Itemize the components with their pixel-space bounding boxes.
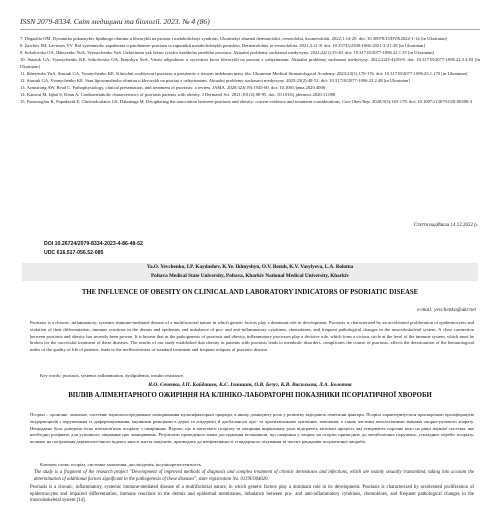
reference-item: 9. Sokolovska OA, Ikheyenko YuA, Vynnychenko YuS. Ozhyrinnia yak faktor ryzyku tiazhkoho perebihu psoriazu. Aktualni problemy suchasnoi medytsyny. 2022;22(1):35-40. doi: 10.31718/2077-1096.22.1.35 [in Ukrainian] <box>20 50 435 55</box>
study-note: The study is a fragment of the research project "Development of improved methods of diagnosis and complex treatment of chronic dermatoses and infections, which are mainly sexually transmitted, taking into account the determination of additional factors significant in the pathogenesis of these diseases", state registration No. 0119U004020. <box>34 470 474 482</box>
abstract-ua: Псоріаз – хронічне, запальне, системне імуноопосередковане захворювання мультифакторної природи, в якому домінуючу роль у розвитку відіграють генетичні фактори. Псоріаз характеризується прискореною проліферацією епідермоцитів і порушенням їх диференціювання, імунними реакціями в дермі та епідермісі й дисбалансом про- та протизапальних цитокінів, хемокінів, а також частими патологічними змінами опорно-рухового апарату. Нещодавно була доведена тісна взаємозв'язок псоріазу з ожирінням. Відомо, що в патогенезі псоріазу та ожиріння вирішальну роль відіграють запальні процеси, які утворюють порочне коло на рівні імунної системи, яке необхідно розірвати для успішного лікування цих захворювань. Результати проведеного нами дослідження встановили, що ожиріння у хворих на псоріаз призводить до метаболічних порушень, ускладнює перебіг псоріазу, впливає на погіршення дерматологічного індексу якості життя пацієнтів, призводить до неефективності стандартного лікування та частих рецидивів псоріатичної хвороби. <box>30 412 474 445</box>
doi-block <box>44 240 143 258</box>
reference-item: 7. Degasilia OM. Dynamika pokaznykiv lipidnogo obminu u khvorykh na psoriaz i metabolichnyi syndrom. Ukrainskyi zhurnal dermatolohii, venerolohii, kosmetolohii. 2022;1:14-20. doi: 10.30978/UJDVK2022-1-14 [in Ukrainian] <box>20 36 448 41</box>
reference-list <box>20 35 480 105</box>
reference-item: 10. Stasiuk GA, Vynnychenko KE, Sokolovska OA, Iknyshyn YuA. Vmist adypokiniv u syrovattsi krovi khvorykh na psoriaz z ozhyrinniam. Aktualni problemy suchasnoi medytsyny. 2022;22(3-4):83-8. doi: 10.31718/2077-1096.22.3.4.83 [in Ukrainian] <box>20 57 480 69</box>
reference-item: 8. Zaichev IM, Lavrinov VV. Rol systemnoho zapalennia u patoheneze psoriazu ta suputnikh metabolichnykh porushen. Dermatolohiia ta venerolohiia. 2021;3:21-8. doi: 10.33743/2308-1066-2021-3-21-28 [in Ukrainian] <box>20 43 425 48</box>
authors-affiliation-bar <box>22 263 478 281</box>
reference-item: 12. Stasiuk GA, Vynnychenko KE. Stan liposomalnoho obminu u khvorykh na psoriaz z ozhyrinniam. Aktualni problemy suchasnoi medytsyny. 2023;23(2):48-52. doi: 10.31718/2077-1096.23.2.48 [in Ukrainian] <box>20 78 410 83</box>
author-email: e-mail: yevchenko@ukr.net <box>417 307 476 313</box>
affiliation-en: Poltava Medical State University, Poltava, Kharkiv National Medical University, Kharkiv <box>151 273 349 279</box>
intro-paragraph: Psoriasis is a chronic, inflammatory, systemic immune-mediated disease of a multifactorial nature, in which genetic factors play a dominant role in its development. Psoriasis is characterized by accelerated proliferation of epidermocytes and impaired differentiation, immune reactions in the dermis and epidermal membranes, imbalance between pro- and anti-inflammatory cytokines, chemokines, and frequent pathological changes in the musculoskeletal system [14]. <box>30 485 474 504</box>
reference-item: 15. Paroutoglou K, Papadavid E, Christodoulatos GS, Dalamaga M. Deciphering the association between psoriasis and obesity: current evidence and treatment considerations. Curr Obes Rep. 2020;9(3):165-178. doi: 10.1007/s13679-020-00380-3 <box>20 99 473 104</box>
journal-header: ISSN 2079-8334. Світ медицини та біології. 2023. № 4 (86) <box>20 17 210 26</box>
received-date: Стаття надійшла 14.12.2022 р. <box>413 223 478 228</box>
article-title-ua: ВПЛИВ АЛІМЕНТАРНОГО ОЖИРІННЯ НА КЛІНІКО-ЛАБОРАТОРНІ ПОКАЗНИКИ ПСОРІАТИЧНОЇ ХВОРОБИ <box>68 392 432 399</box>
authors-en: Ya.O. Yevchenko, I.P. Kaydashev, K.Ye. Ikhnyshyn, O.V. Bezuh, K.V. Vasylyeva, L.A. Bolotna <box>146 264 354 270</box>
reference-item: 13. Armstrong AW, Read C. Pathophysiology, clinical presentation, and treatment of psoriasis: a review. JAMA. 2020;323(19):1945-60. doi: 10.1001/jama.2020.4006 <box>20 85 326 90</box>
authors-ua: Я.О. Євченко, І.П. Кайдашев, К.Є. Іхнишин, О.В. Безуг, К.В. Васильєва, Л.А. Болотна <box>148 382 352 388</box>
udc-line: UDC 616.517-056.52-085 <box>44 250 104 256</box>
reference-item: 11. Ikheyenko YuA, Stasiuk GA, Vynnychenko KE. Klinichni osoblyvosti psoriazu u patsiientiv z riznym indeksom masy tila. Ukrainian Medical Stomatological Academy. 2023;23(1):170-176. doi: 10.31718/2077-1096.23.1.170 [in Ukrainian] <box>20 71 468 76</box>
keywords-en: Key words: psoriasis, systemic inflammation, dyslipidemia, insulin resistance. <box>40 373 185 378</box>
reference-item: 14. Kanwal M, Iqbal S, Khan A. Cardiometabolic characteristics of psoriasis patients with obesity. J Dermatol Sci. 2021;101(2):88-95. doi: 10.1016/j.jdermsci.2020.11.008 <box>20 92 336 97</box>
header-divider <box>20 29 480 30</box>
doi-line: DOI 10.26724/2079-8334-2023-4-86-48-52 <box>44 241 143 247</box>
article-title-en: THE INFLUENCE OF OBESITY ON CLINICAL AND LABORATORY INDICATORS OF PSORIATIC DISEASE <box>81 289 419 296</box>
keywords-ua: Ключові слова: псоріаз, системне запалення, дисліпідемія, інсулінорезистентність. <box>40 462 203 467</box>
abstract-en: Psoriasis is a chronic, inflammatory, systemic immune-mediated disease of a multifactorial nature in which genetic factors play a dominant role in development. Psoriasis is characterized by an accelerated proliferation of epidermocytes and violation of their differentiation, immune reactions in the dermis and epidermis and imbalance of pro- and anti-inflammatory cytokines, chemokines, and frequent pathological changes in the musculoskeletal system. A close connection between psoriasis and obesity has recently been proven. It is known that in the pathogenesis of psoriasis and obesity, inflammatory processes play a decisive role, which form a vicious circle at the level of the immune system, which must be broken for the successful treatment of these diseases. The results of our study established that obesity in patients with psoriasis leads to metabolic disorders, complicates the course of psoriasis, affects the deterioration of the hematological index of the quality of life of patients, leads to the ineffectiveness of standard treatment and frequent relapses of psoriatic disease. <box>30 320 474 353</box>
